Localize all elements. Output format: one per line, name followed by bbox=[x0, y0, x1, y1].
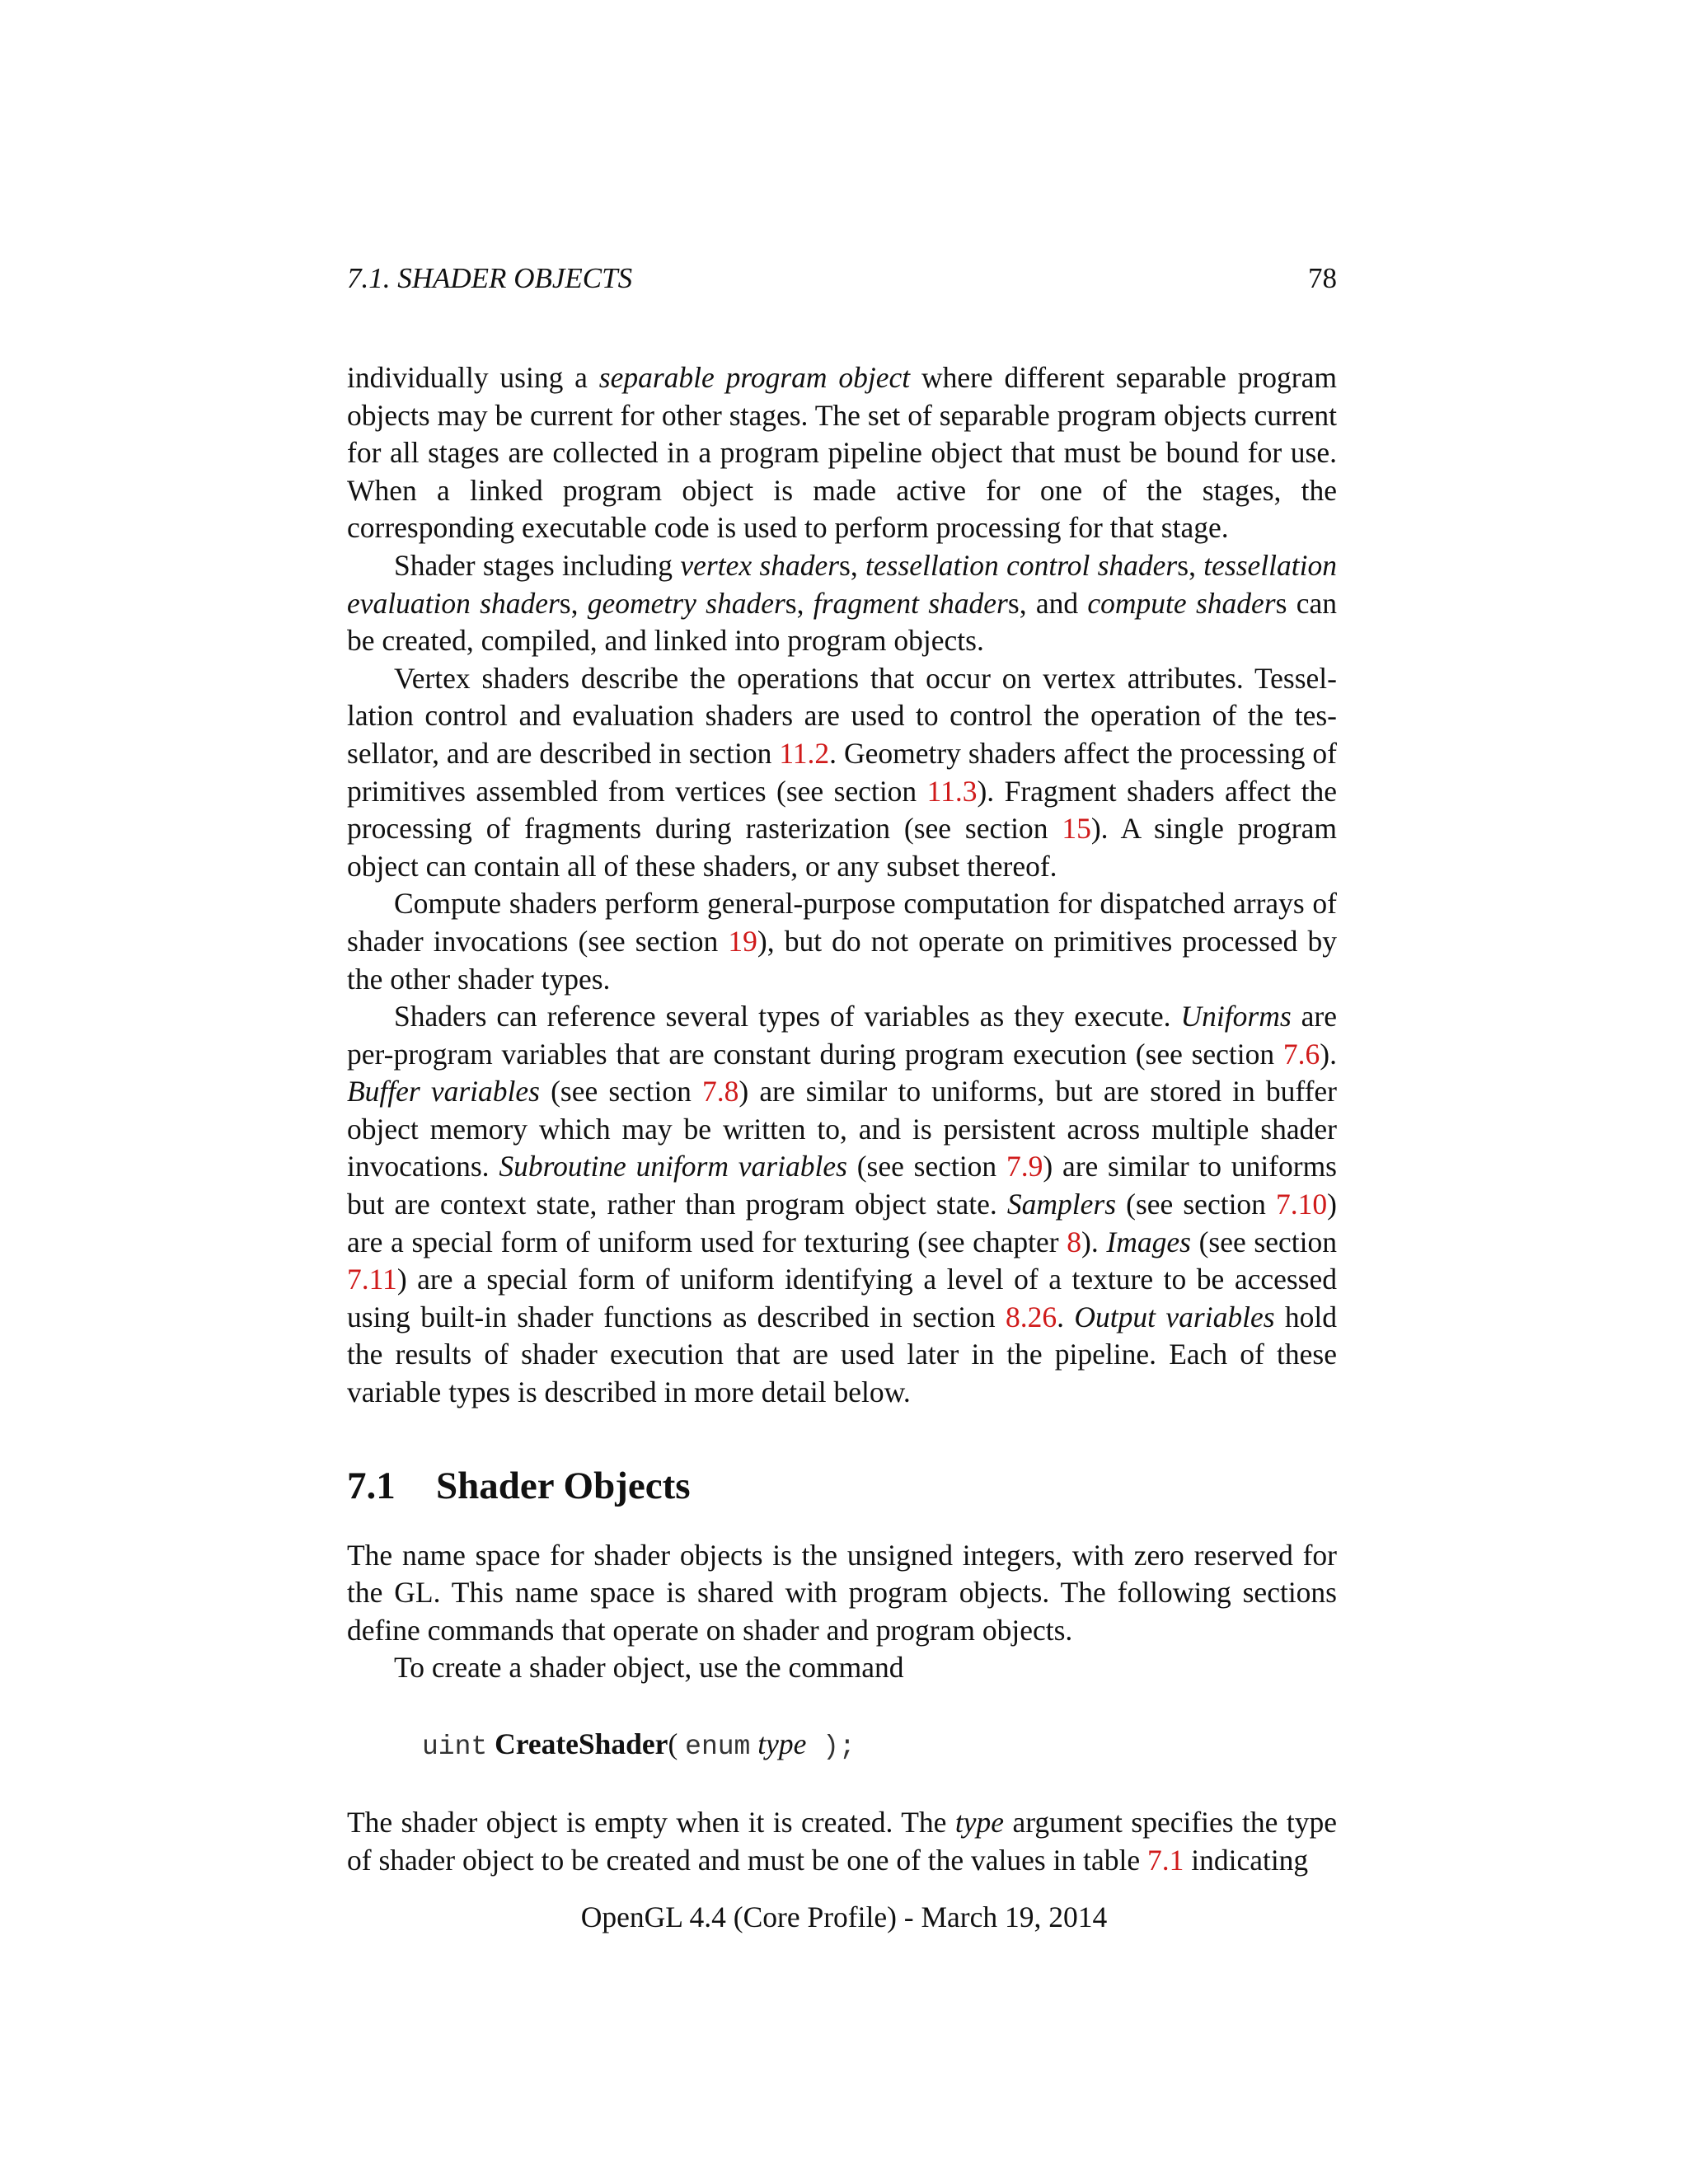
running-header bbox=[347, 260, 1337, 297]
section-link[interactable]: 11.3 bbox=[926, 774, 978, 808]
emphasis-term: tessellation control shader bbox=[865, 548, 1178, 582]
text-run: s, bbox=[785, 586, 814, 620]
paragraph-section-2: To create a shader object, use the command bbox=[394, 1651, 904, 1685]
paragraph-intro-1 bbox=[347, 359, 1337, 547]
text-run: hold the results of shader execution that are used later in the pipeline. Each of these variable types is described in more detail below. bbox=[347, 1300, 1338, 1409]
section-link[interactable]: 8.26 bbox=[1006, 1300, 1057, 1333]
paragraph-section-3 bbox=[347, 1804, 1337, 1879]
section-link[interactable]: 15 bbox=[1062, 812, 1091, 846]
text-run: s can be created, compiled, and linked into program objects. bbox=[347, 586, 1337, 658]
section-link[interactable]: 7.6 bbox=[1282, 1037, 1320, 1071]
text-run: s, bbox=[559, 586, 588, 620]
text-run: ). bbox=[1320, 1037, 1337, 1071]
paragraph-section-1: The name space for shader objects is the unsigned integers, with zero reserved for the GL. This name space is shared with program objects. The following sections define commands that operate on shader and program objects. bbox=[347, 1538, 1337, 1647]
text-run: s, bbox=[839, 548, 866, 582]
text-run: ). bbox=[1081, 1225, 1107, 1258]
text-run: are per-program variables that are constant during program execution (see section bbox=[347, 1000, 1337, 1071]
paragraph-intro-5 bbox=[347, 998, 1337, 1412]
argument-name: type bbox=[757, 1727, 807, 1760]
text-run: ), but do not operate on primitives processed by the other shader types. bbox=[347, 924, 1338, 996]
emphasis-term: geometry shader bbox=[587, 586, 785, 620]
emphasis-term: separable program object bbox=[598, 361, 911, 394]
section-link[interactable]: 19 bbox=[728, 924, 757, 958]
emphasis-term: tessellation evaluation shader bbox=[347, 548, 1337, 620]
text-run: indicating bbox=[1184, 1843, 1309, 1877]
text-run: ) are similar to uniforms but are context state, rather than program object state. bbox=[347, 1150, 1338, 1221]
text-run: The shader object is empty when it is created. The bbox=[347, 1806, 955, 1839]
section-link[interactable]: 7.8 bbox=[702, 1075, 739, 1108]
emphasis-term: fragment shader bbox=[813, 586, 1008, 620]
chapter-link[interactable]: 8 bbox=[1067, 1225, 1082, 1258]
text-run: (see section bbox=[846, 1150, 1006, 1183]
close-paren: ); bbox=[806, 1732, 856, 1762]
text-run: Vertex shaders describe the operations that occur on vertex attributes. Tessellation control and evaluation shaders are used to control the operation of the tessellator, and are described in section bbox=[347, 661, 1337, 770]
text-run: individually using a bbox=[347, 361, 599, 394]
text-run: (see section bbox=[539, 1075, 703, 1108]
section-heading bbox=[347, 1463, 1337, 1509]
section-link[interactable]: 7.10 bbox=[1276, 1188, 1328, 1221]
emphasis-term: vertex shader bbox=[680, 548, 840, 582]
command-name: CreateShader bbox=[495, 1727, 668, 1760]
return-type: uint bbox=[422, 1732, 488, 1762]
emphasis-term: Uniforms bbox=[1180, 1000, 1292, 1033]
section-number: 7.1 bbox=[347, 1464, 396, 1507]
emphasis-term: Samplers bbox=[1006, 1188, 1117, 1221]
text-run: ) are a special form of uniform identifying a level of a texture to be accessed using built-in shader functions as described in section bbox=[347, 1263, 1337, 1333]
text-run: argument specifies the type of shader object to be created and must be one of the values in table bbox=[347, 1806, 1337, 1877]
text-run: ) are a special form of uniform used for texturing (see chapter bbox=[347, 1188, 1337, 1258]
text-run: (see section bbox=[1116, 1188, 1277, 1221]
text-run: (see section bbox=[1190, 1225, 1337, 1258]
section-link[interactable]: 11.2 bbox=[779, 736, 830, 770]
table-link[interactable]: 7.1 bbox=[1146, 1843, 1184, 1877]
argument-type: enum bbox=[685, 1732, 751, 1762]
text-run: s, and bbox=[1007, 586, 1088, 620]
text-run: Compute shaders perform general-purpose computation for dispatched arrays of shader invocations (see section bbox=[347, 887, 1337, 958]
emphasis-term: compute shader bbox=[1087, 586, 1276, 620]
paragraph-intro-2 bbox=[347, 547, 1337, 660]
text-run: ) are similar to uniforms, but are stored in buffer object memory which may be written to, and is persistent across multiple shader invocations. bbox=[347, 1075, 1337, 1183]
paragraph-intro-3 bbox=[347, 660, 1337, 886]
text-run: . bbox=[1057, 1300, 1075, 1333]
section-link[interactable]: 7.11 bbox=[347, 1263, 397, 1296]
emphasis-term: Buffer variables bbox=[347, 1075, 540, 1108]
emphasis-term: Subroutine uniform variables bbox=[499, 1150, 847, 1183]
emphasis-term: Output variables bbox=[1074, 1300, 1275, 1333]
header-section-title: 7.1. SHADER OBJECTS bbox=[347, 262, 633, 294]
command-signature bbox=[422, 1725, 1337, 1766]
text-run: where different separable program objects may be current for other stages. The set of separable program objects current for all stages are collected in a program pipeline object that must be bound for use. When a linked program object is made active for one of the stages, the corresponding executable code is used to perform processing for that stage. bbox=[347, 361, 1337, 545]
text-run: ). A single program object can contain all of these shaders, or any subset thereof. bbox=[347, 812, 1337, 883]
page-footer: OpenGL 4.4 (Core Profile) - March 19, 2014 bbox=[580, 1900, 1108, 1933]
page-number: 78 bbox=[1308, 262, 1337, 294]
body-text bbox=[347, 359, 1337, 1879]
text-run: Shaders can reference several types of variables as they execute. bbox=[394, 1000, 1181, 1033]
text-run: Shader stages including bbox=[394, 548, 681, 582]
text-run: s, bbox=[1177, 548, 1204, 582]
section-link[interactable]: 7.9 bbox=[1006, 1150, 1043, 1183]
paragraph-intro-4 bbox=[347, 885, 1337, 998]
open-paren: ( bbox=[668, 1727, 686, 1760]
text-run: . Geometry shaders affect the processing of primitives assembled from vertices (see section bbox=[347, 736, 1337, 808]
section-title: Shader Objects bbox=[436, 1464, 691, 1507]
emphasis-term: type bbox=[954, 1806, 1005, 1839]
emphasis-term: Images bbox=[1106, 1225, 1191, 1258]
text-run: ). Fragment shaders affect the processing of fragments during rasterization (see section bbox=[347, 774, 1337, 846]
